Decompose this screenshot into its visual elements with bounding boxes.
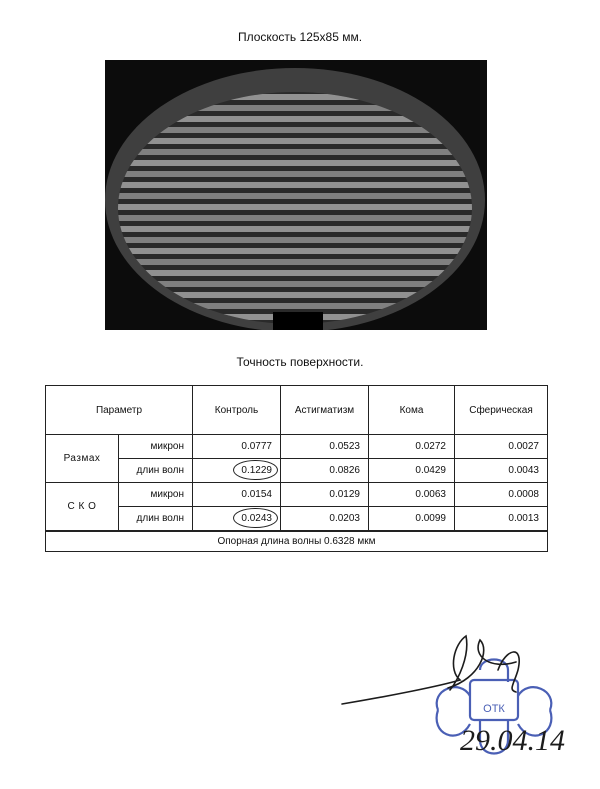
unit-label: микрон: [119, 483, 193, 507]
signature-icon: [342, 636, 519, 704]
table-cell: 0.0777: [193, 435, 281, 459]
stamp-text: ОТК: [483, 703, 505, 715]
fringe-band: [105, 171, 487, 177]
table-cell: 0.0043: [455, 459, 548, 483]
table-header-row: [46, 386, 548, 435]
surface-accuracy-table: [45, 385, 548, 552]
unit-label: длин волн: [119, 507, 193, 532]
table-cell: 0.0272: [369, 435, 455, 459]
table-row: [46, 507, 548, 532]
circled-value: 0.0243: [241, 513, 272, 524]
table-cell: 0.0013: [455, 507, 548, 532]
table-cell: 0.0008: [455, 483, 548, 507]
column-header: Параметр: [46, 386, 193, 435]
fringe-band: [105, 226, 487, 232]
fringe-band: [105, 204, 487, 210]
table-row: [46, 483, 548, 507]
group-label: Размах: [46, 435, 119, 483]
interferogram-image: [105, 60, 487, 330]
table-row: [46, 459, 548, 483]
table-cell-circled: [193, 507, 281, 532]
fringe-band: [105, 138, 487, 144]
reference-wavelength-note: Опорная длина волны 0.6328 мкм: [46, 531, 548, 552]
section-title: Точность поверхности.: [236, 355, 364, 369]
column-header: Кома: [369, 386, 455, 435]
table-cell: 0.0063: [369, 483, 455, 507]
fringe-band: [105, 149, 487, 155]
fringe-band: [105, 193, 487, 199]
table-cell: 0.0154: [193, 483, 281, 507]
table-cell: 0.0826: [281, 459, 369, 483]
table-row: [46, 435, 548, 459]
table-cell: 0.0099: [369, 507, 455, 532]
fringe-band: [105, 237, 487, 243]
page-title: Плоскость 125x85 мм.: [237, 30, 363, 44]
fringe-band: [105, 160, 487, 166]
table-cell: 0.0429: [369, 459, 455, 483]
column-header: Астигматизм: [281, 386, 369, 435]
table-cell: 0.0203: [281, 507, 369, 532]
signature-date: 29.04.14: [460, 724, 565, 757]
fringe-band: [105, 259, 487, 265]
unit-label: длин волн: [119, 459, 193, 483]
table-cell: 0.0523: [281, 435, 369, 459]
fringe-band: [105, 182, 487, 188]
group-label: С К О: [46, 483, 119, 532]
table-cell-circled: [193, 459, 281, 483]
unit-label: микрон: [119, 435, 193, 459]
table-cell: 0.0027: [455, 435, 548, 459]
fringe-band: [105, 270, 487, 276]
table-cell: 0.0129: [281, 483, 369, 507]
circled-value: 0.1229: [241, 465, 272, 476]
fringe-band: [105, 248, 487, 254]
signature-and-stamp: [330, 600, 600, 784]
fringe-band: [105, 215, 487, 221]
table-footer-row: [46, 531, 548, 552]
column-header: Сферическая: [455, 386, 548, 435]
column-header: Контроль: [193, 386, 281, 435]
